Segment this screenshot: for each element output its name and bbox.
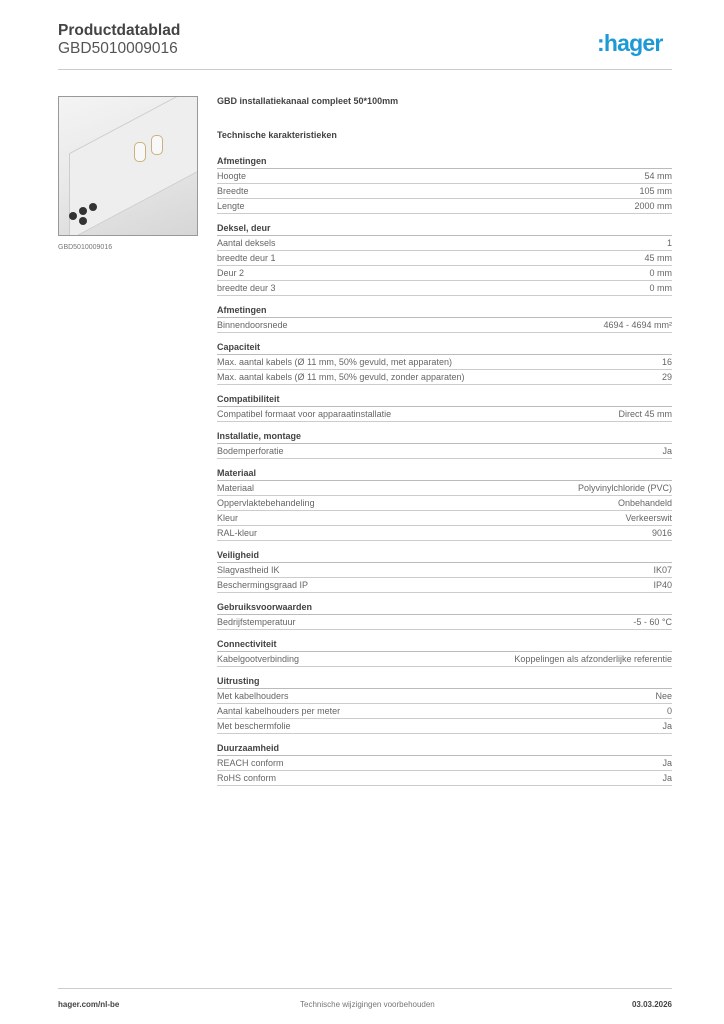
spec-row [217,652,672,667]
footer-disclaimer: Technische wijzigingen voorbehouden [300,1000,435,1009]
cable-icon [79,217,87,225]
spec-section [217,222,672,296]
spec-row [217,281,672,296]
spec-section [217,601,672,630]
spec-label: Met kabelhouders [217,691,289,701]
section-title: Materiaal [217,467,672,481]
section-title: Afmetingen [217,304,672,318]
spec-value: 1 [666,238,672,248]
spec-row [217,184,672,199]
spec-value: IP40 [653,580,672,590]
spec-value: 105 mm [639,186,672,196]
spec-label: Bedrijfstemperatuur [217,617,296,627]
spec-row [217,444,672,459]
spec-value: Ja [662,446,672,456]
spec-value: 29 [661,372,672,382]
spec-row [217,370,672,385]
spec-label: Binnendoorsnede [217,320,288,330]
cable-icon [89,203,97,211]
spec-label: Deur 2 [217,268,245,278]
hager-logo: :hager [597,30,663,56]
spec-row [217,704,672,719]
spec-row [217,756,672,771]
spec-label: Breedte [217,186,249,196]
section-title: Connectiviteit [217,638,672,652]
tech-heading: Technische karakteristieken [217,130,337,140]
spec-label: Materiaal [217,483,255,493]
section-title: Duurzaamheid [217,742,672,756]
spec-label: Aantal deksels [217,238,276,248]
spec-value: Ja [662,721,672,731]
spec-value: 4694 - 4694 mm² [603,320,672,330]
page-title: Productdatablad [58,22,181,39]
section-title: Afmetingen [217,155,672,169]
section-title: Compatibiliteit [217,393,672,407]
spec-section [217,341,672,385]
spec-section [217,467,672,541]
section-title: Installatie, montage [217,430,672,444]
spec-value: 16 [661,357,672,367]
spec-row [217,719,672,734]
spec-row [217,355,672,370]
spec-row [217,511,672,526]
spec-section [217,675,672,734]
spec-section [217,638,672,667]
section-title: Uitrusting [217,675,672,689]
spec-section [217,393,672,422]
spec-value: Verkeerswit [625,513,672,523]
spec-value: Polyvinylchloride (PVC) [577,483,672,493]
cable-icon [79,207,87,215]
spec-value: Onbehandeld [617,498,672,508]
spec-row [217,526,672,541]
spec-section [217,742,672,786]
duct-shape [69,96,198,236]
spec-section [217,430,672,459]
spec-label: Met beschermfolie [217,721,291,731]
spec-label: Kabelgootverbinding [217,654,300,664]
spec-label: Oppervlaktebehandeling [217,498,315,508]
spec-label: Kleur [217,513,239,523]
footer-website[interactable]: hager.com/nl-be [58,1000,120,1009]
socket-icon [134,142,146,162]
spec-label: breedte deur 3 [217,283,276,293]
spec-row [217,236,672,251]
spec-label: RAL-kleur [217,528,258,538]
spec-label: Aantal kabelhouders per meter [217,706,341,716]
spec-row [217,318,672,333]
spec-value: Ja [662,758,672,768]
spec-row [217,615,672,630]
section-title: Capaciteit [217,341,672,355]
image-caption: GBD5010009016 [58,244,113,251]
spec-label: Slagvastheid IK [217,565,280,575]
spec-row [217,199,672,214]
spec-row [217,266,672,281]
spec-row [217,578,672,593]
spec-value: 9016 [651,528,672,538]
spec-value: 0 mm [649,268,672,278]
spec-label: Max. aantal kabels (Ø 11 mm, 50% gevuld, zonder apparaten) [217,372,465,382]
spec-row [217,771,672,786]
spec-row [217,496,672,511]
cable-icon [69,212,77,220]
spec-value: Koppelingen als afzonderlijke referentie [514,654,672,664]
spec-value: 2000 mm [634,201,672,211]
spec-content [217,96,672,786]
spec-label: RoHS conform [217,773,277,783]
spec-row [217,481,672,496]
spec-row [217,689,672,704]
spec-section [217,155,672,214]
spec-value: Direct 45 mm [618,409,672,419]
product-image [58,96,198,236]
spec-section [217,549,672,593]
spec-row [217,563,672,578]
product-name: GBD installatiekanaal compleet 50*100mm [217,96,399,106]
spec-row [217,169,672,184]
spec-row [217,407,672,422]
spec-label: Hoogte [217,171,247,181]
section-title: Deksel, deur [217,222,672,236]
spec-label: REACH conform [217,758,284,768]
spec-label: Bodemperforatie [217,446,284,456]
spec-label: Lengte [217,201,245,211]
section-title: Gebruiksvoorwaarden [217,601,672,615]
section-title: Veiligheid [217,549,672,563]
spec-value: Ja [662,773,672,783]
spec-row [217,251,672,266]
spec-label: Max. aantal kabels (Ø 11 mm, 50% gevuld, met apparaten) [217,357,452,367]
spec-value: 0 mm [649,283,672,293]
spec-value: Nee [655,691,672,701]
spec-value: 54 mm [644,171,672,181]
spec-label: Compatibel formaat voor apparaatinstallatie [217,409,392,419]
socket-icon [151,135,163,155]
header-divider [58,69,672,70]
spec-value: 0 [666,706,672,716]
spec-label: breedte deur 1 [217,253,276,263]
footer-date: 03.03.2026 [631,1000,672,1009]
spec-value: 45 mm [644,253,672,263]
footer-divider [58,988,672,989]
spec-value: IK07 [653,565,672,575]
product-code: GBD5010009016 [58,40,178,57]
spec-section [217,304,672,333]
spec-label: Beschermingsgraad IP [217,580,309,590]
spec-value: -5 - 60 °C [633,617,672,627]
